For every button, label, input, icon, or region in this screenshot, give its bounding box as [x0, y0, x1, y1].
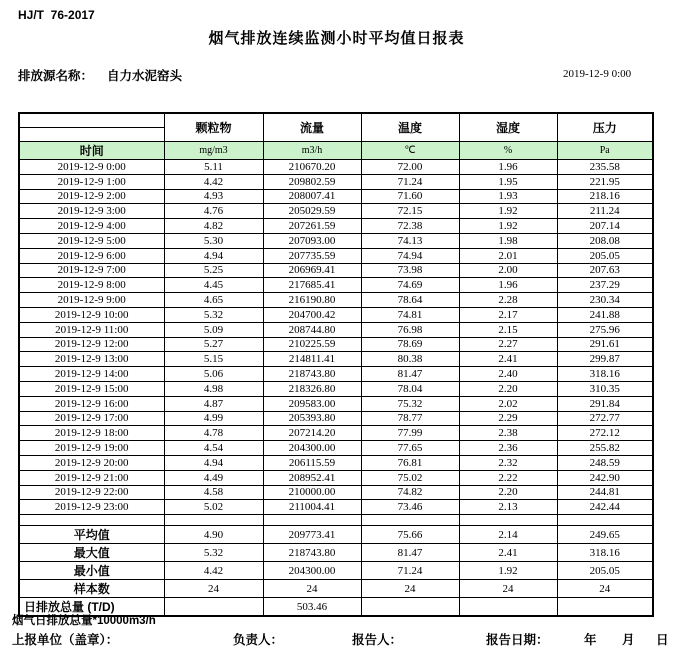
table-cell: 2019-12-9 22:00: [19, 485, 164, 500]
table-cell: 244.81: [557, 485, 653, 500]
table-cell: 2019-12-9 16:00: [19, 396, 164, 411]
table-cell: 242.44: [557, 500, 653, 515]
table-cell: 209802.59: [263, 174, 361, 189]
table-cell: 207.14: [557, 219, 653, 234]
table-cell: 204300.00: [263, 441, 361, 456]
table-cell: mg/m3: [164, 142, 263, 160]
table-cell: 503.46: [263, 598, 361, 617]
standard-code: HJ/T 76-2017: [18, 8, 95, 22]
table-row: [19, 544, 653, 562]
table-cell: 76.98: [361, 322, 459, 337]
table-cell: 74.13: [361, 233, 459, 248]
table-row: [19, 189, 653, 204]
table-cell: 214811.41: [263, 352, 361, 367]
table-cell: 75.66: [361, 526, 459, 544]
table-cell: 5.32: [164, 544, 263, 562]
table-cell: 2.32: [459, 455, 557, 470]
table-cell: 75.02: [361, 470, 459, 485]
table-cell: 压力: [557, 113, 653, 142]
table-cell: 5.27: [164, 337, 263, 352]
table-row: [19, 526, 653, 544]
table-cell: 4.93: [164, 189, 263, 204]
report-unit-label: 上报单位（盖章）：: [12, 633, 119, 647]
table-cell: 颗粒物: [164, 113, 263, 142]
table-cell: 2019-12-9 12:00: [19, 337, 164, 352]
page-title: 烟气排放连续监测小时平均值日报表: [208, 30, 465, 47]
table-cell: 湿度: [459, 113, 557, 142]
table-cell: 2019-12-9 0:00: [19, 160, 164, 175]
table-cell: 72.00: [361, 160, 459, 175]
table-cell: 74.81: [361, 307, 459, 322]
table-cell: 207261.59: [263, 219, 361, 234]
report-datetime: 2019-12-9 0:00: [563, 68, 632, 80]
table-cell: 2019-12-9 19:00: [19, 441, 164, 456]
table-cell: 318.16: [557, 367, 653, 382]
table-row: [19, 515, 653, 526]
table-cell: 2019-12-9 15:00: [19, 381, 164, 396]
table-cell: 2.14: [459, 526, 557, 544]
table-cell: 4.58: [164, 485, 263, 500]
table-cell: 2.41: [459, 544, 557, 562]
table-row: [19, 352, 653, 367]
table-cell: 5.32: [164, 307, 263, 322]
table-cell: 2019-12-9 14:00: [19, 367, 164, 382]
table-cell: %: [459, 142, 557, 160]
table-cell: 4.87: [164, 396, 263, 411]
table-cell: 2019-12-9 21:00: [19, 470, 164, 485]
table-cell: 207735.59: [263, 248, 361, 263]
table-cell: 2.40: [459, 367, 557, 382]
signature-row: [0, 630, 673, 650]
table-row: [19, 278, 653, 293]
table-cell: 206969.41: [263, 263, 361, 278]
table-cell: 291.61: [557, 337, 653, 352]
table-cell: 2019-12-9 20:00: [19, 455, 164, 470]
table-row: [19, 485, 653, 500]
table-cell: 72.15: [361, 204, 459, 219]
table-cell: 2019-12-9 11:00: [19, 322, 164, 337]
table-cell: 5.02: [164, 500, 263, 515]
table-cell: 76.81: [361, 455, 459, 470]
table-cell: 249.65: [557, 526, 653, 544]
table-cell: 2019-12-9 8:00: [19, 278, 164, 293]
table-cell: 2.41: [459, 352, 557, 367]
table-cell: 4.99: [164, 411, 263, 426]
table-cell: 4.54: [164, 441, 263, 456]
table-cell: 2.27: [459, 337, 557, 352]
emission-source-line: [18, 66, 182, 84]
table-cell: 208007.41: [263, 189, 361, 204]
table-cell: 218743.80: [263, 544, 361, 562]
table-cell: 72.38: [361, 219, 459, 234]
table-cell: 2019-12-9 18:00: [19, 426, 164, 441]
table-cell: 24: [164, 580, 263, 598]
table-cell: [361, 598, 459, 617]
table-cell: 2019-12-9 2:00: [19, 189, 164, 204]
table-cell: 221.95: [557, 174, 653, 189]
table-cell: 207214.20: [263, 426, 361, 441]
report-table: [18, 112, 654, 617]
table-cell: 2019-12-9 5:00: [19, 233, 164, 248]
table-cell: 208.08: [557, 233, 653, 248]
table-cell: 2019-12-9 10:00: [19, 307, 164, 322]
table-cell: [19, 113, 164, 128]
table-cell: 77.65: [361, 441, 459, 456]
table-cell: 211.24: [557, 204, 653, 219]
table-cell: 4.82: [164, 219, 263, 234]
report-table-body: [19, 113, 653, 616]
table-cell: 210225.59: [263, 337, 361, 352]
table-cell: 2.36: [459, 441, 557, 456]
table-row: [19, 337, 653, 352]
table-row: [19, 219, 653, 234]
table-row: [19, 248, 653, 263]
responsible-label: 负责人：: [233, 633, 284, 647]
table-cell: 71.24: [361, 562, 459, 580]
table-row: [19, 160, 653, 175]
table-cell: 291.84: [557, 396, 653, 411]
table-cell: 24: [263, 580, 361, 598]
table-cell: 81.47: [361, 544, 459, 562]
table-cell: 5.09: [164, 322, 263, 337]
table-cell: 206115.59: [263, 455, 361, 470]
table-cell: 4.98: [164, 381, 263, 396]
table-row: [19, 396, 653, 411]
table-row: [19, 204, 653, 219]
table-cell: 207.63: [557, 263, 653, 278]
table-row: [19, 381, 653, 396]
table-cell: 275.96: [557, 322, 653, 337]
table-row: [19, 441, 653, 456]
table-cell: 204300.00: [263, 562, 361, 580]
table-cell: 75.32: [361, 396, 459, 411]
table-cell: 2.28: [459, 293, 557, 308]
table-row: [19, 500, 653, 515]
table-cell: 平均值: [19, 526, 164, 544]
table-cell: 230.34: [557, 293, 653, 308]
table-cell: [263, 515, 361, 526]
table-cell: 74.69: [361, 278, 459, 293]
table-cell: 5.25: [164, 263, 263, 278]
table-cell: 2019-12-9 3:00: [19, 204, 164, 219]
table-cell: 81.47: [361, 367, 459, 382]
table-cell: 73.98: [361, 263, 459, 278]
table-row: [19, 233, 653, 248]
table-cell: 78.64: [361, 293, 459, 308]
month-label: 月: [622, 633, 635, 647]
table-cell: 218.16: [557, 189, 653, 204]
table-cell: 235.58: [557, 160, 653, 175]
table-cell: 74.82: [361, 485, 459, 500]
table-cell: [361, 515, 459, 526]
table-cell: 207093.00: [263, 233, 361, 248]
table-cell: 71.24: [361, 174, 459, 189]
table-cell: [19, 128, 164, 142]
report-date-label: 报告日期：: [486, 633, 549, 647]
table-cell: [557, 515, 653, 526]
table-cell: 210000.00: [263, 485, 361, 500]
table-cell: 2019-12-9 23:00: [19, 500, 164, 515]
table-cell: Pa: [557, 142, 653, 160]
table-cell: 4.65: [164, 293, 263, 308]
table-cell: 2.20: [459, 381, 557, 396]
table-cell: 208744.80: [263, 322, 361, 337]
table-cell: 2.01: [459, 248, 557, 263]
table-cell: 4.49: [164, 470, 263, 485]
table-cell: 日排放总量 (T/D): [19, 598, 164, 617]
table-cell: ℃: [361, 142, 459, 160]
table-cell: 2.13: [459, 500, 557, 515]
table-row: [19, 322, 653, 337]
table-cell: 4.94: [164, 248, 263, 263]
table-cell: 1.92: [459, 219, 557, 234]
table-cell: 299.87: [557, 352, 653, 367]
table-cell: 流量: [263, 113, 361, 142]
table-cell: 205029.59: [263, 204, 361, 219]
table-cell: 209583.00: [263, 396, 361, 411]
table-cell: 218326.80: [263, 381, 361, 396]
table-cell: 1.95: [459, 174, 557, 189]
table-cell: 255.82: [557, 441, 653, 456]
table-row: [19, 174, 653, 189]
table-row: [19, 293, 653, 308]
table-row: [19, 455, 653, 470]
table-cell: 4.78: [164, 426, 263, 441]
table-cell: 4.45: [164, 278, 263, 293]
table-cell: 2.29: [459, 411, 557, 426]
table-cell: 2019-12-9 13:00: [19, 352, 164, 367]
table-cell: 1.96: [459, 160, 557, 175]
table-cell: [557, 598, 653, 617]
table-cell: 2.17: [459, 307, 557, 322]
table-row: [19, 411, 653, 426]
table-cell: 2019-12-9 1:00: [19, 174, 164, 189]
table-cell: 74.94: [361, 248, 459, 263]
table-cell: 4.94: [164, 455, 263, 470]
table-cell: 4.76: [164, 204, 263, 219]
table-cell: 210670.20: [263, 160, 361, 175]
table-cell: 217685.41: [263, 278, 361, 293]
table-cell: 最大值: [19, 544, 164, 562]
reporter-label: 报告人：: [352, 633, 403, 647]
table-row: [19, 580, 653, 598]
table-cell: 205.05: [557, 248, 653, 263]
table-cell: 2.02: [459, 396, 557, 411]
table-cell: 318.16: [557, 544, 653, 562]
table-row: [19, 470, 653, 485]
table-cell: 78.77: [361, 411, 459, 426]
table-cell: 209773.41: [263, 526, 361, 544]
table-row: [19, 426, 653, 441]
table-cell: 208952.41: [263, 470, 361, 485]
table-cell: 1.93: [459, 189, 557, 204]
table-cell: 78.04: [361, 381, 459, 396]
source-name: 自力水泥窑头: [107, 69, 183, 83]
table-cell: [19, 515, 164, 526]
table-cell: 2.15: [459, 322, 557, 337]
table-cell: 2019-12-9 9:00: [19, 293, 164, 308]
table-cell: 242.90: [557, 470, 653, 485]
table-cell: 1.98: [459, 233, 557, 248]
table-cell: 78.69: [361, 337, 459, 352]
table-cell: 1.96: [459, 278, 557, 293]
table-row: [19, 367, 653, 382]
table-cell: 237.29: [557, 278, 653, 293]
table-cell: 5.30: [164, 233, 263, 248]
table-cell: 248.59: [557, 455, 653, 470]
table-cell: 205.05: [557, 562, 653, 580]
table-cell: 2019-12-9 4:00: [19, 219, 164, 234]
table-row: [19, 113, 653, 128]
table-cell: 211004.41: [263, 500, 361, 515]
table-cell: 2019-12-9 7:00: [19, 263, 164, 278]
table-cell: 2.00: [459, 263, 557, 278]
table-cell: 5.11: [164, 160, 263, 175]
table-cell: 样本数: [19, 580, 164, 598]
table-cell: 时间: [19, 142, 164, 160]
table-cell: 5.06: [164, 367, 263, 382]
table-cell: 2.22: [459, 470, 557, 485]
table-cell: 73.46: [361, 500, 459, 515]
table-cell: 205393.80: [263, 411, 361, 426]
table-cell: 最小值: [19, 562, 164, 580]
source-label: 排放源名称：: [18, 69, 94, 83]
table-cell: 272.12: [557, 426, 653, 441]
table-cell: 80.38: [361, 352, 459, 367]
footer-note: 烟气日排放总量*10000m3/h: [12, 615, 156, 627]
table-cell: 2019-12-9 17:00: [19, 411, 164, 426]
table-cell: 温度: [361, 113, 459, 142]
table-cell: 24: [557, 580, 653, 598]
table-cell: [164, 598, 263, 617]
table-row: [19, 307, 653, 322]
table-cell: 2019-12-9 6:00: [19, 248, 164, 263]
table-cell: 71.60: [361, 189, 459, 204]
table-cell: 272.77: [557, 411, 653, 426]
table-cell: 4.42: [164, 174, 263, 189]
table-cell: 204700.42: [263, 307, 361, 322]
year-label: 年: [584, 633, 597, 647]
table-cell: 5.15: [164, 352, 263, 367]
table-cell: 1.92: [459, 204, 557, 219]
table-cell: 2.38: [459, 426, 557, 441]
table-cell: 77.99: [361, 426, 459, 441]
table-cell: m3/h: [263, 142, 361, 160]
table-cell: 216190.80: [263, 293, 361, 308]
table-cell: 1.92: [459, 562, 557, 580]
table-cell: 4.42: [164, 562, 263, 580]
table-cell: [164, 515, 263, 526]
table-cell: 24: [459, 580, 557, 598]
table-cell: 241.88: [557, 307, 653, 322]
table-cell: [459, 598, 557, 617]
table-row: [19, 263, 653, 278]
table-cell: 218743.80: [263, 367, 361, 382]
table-cell: 24: [361, 580, 459, 598]
table-cell: [459, 515, 557, 526]
table-cell: 4.90: [164, 526, 263, 544]
table-row: [19, 562, 653, 580]
table-row: [19, 142, 653, 160]
day-label: 日: [656, 633, 669, 647]
table-cell: 310.35: [557, 381, 653, 396]
table-cell: 2.20: [459, 485, 557, 500]
